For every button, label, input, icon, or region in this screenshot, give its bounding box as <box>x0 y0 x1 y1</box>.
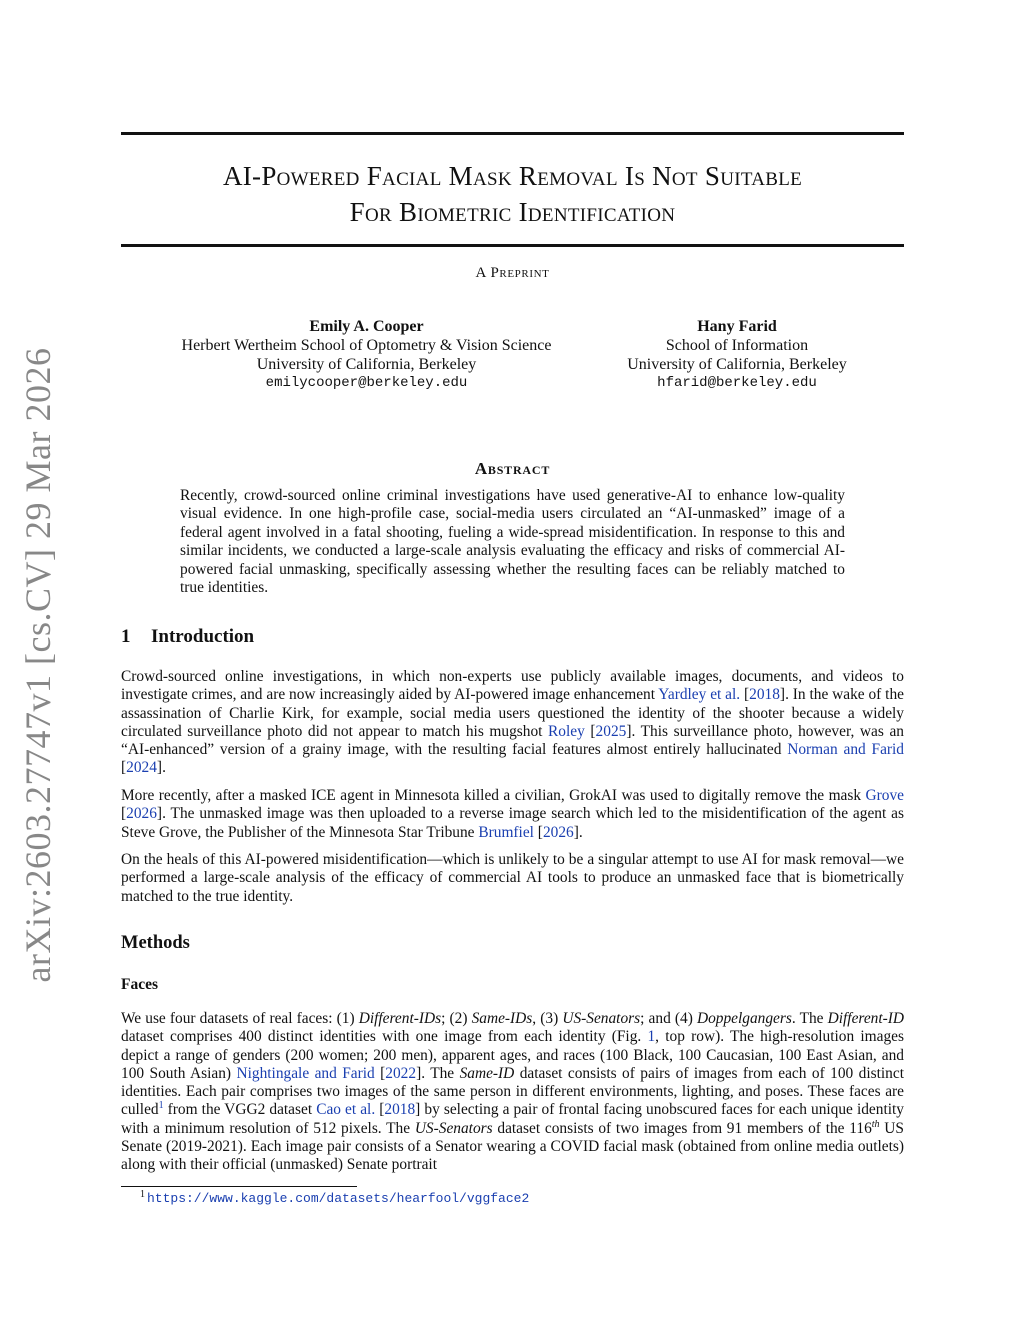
text-run: from the VGG2 dataset <box>163 1101 317 1119</box>
text-run: Crowd-sourced online investigations, in which non-experts use publicly available images, documents, and videos to investigate crimes, and are now increasingly aided by AI-powered image enhancement <box>121 668 904 704</box>
citation-link[interactable]: Norman and Farid <box>787 741 904 759</box>
citation-link[interactable]: Roley <box>548 722 585 740</box>
dataset-name: Different-IDs <box>358 1010 442 1027</box>
dataset-name: Doppelgangers <box>696 1010 792 1027</box>
citation-year[interactable]: 2018 <box>384 1101 416 1119</box>
intro-paragraph-3: On the heals of this AI-powered misidentification—which is unlikely to be a singular attempt to use AI for mask removal—we performed a large-scale analysis of the efficacy of commercial AI tools to produce an unmasked face that is biometrically matched to the true identity. <box>121 851 904 905</box>
author-email[interactable]: emilycooper@berkeley.edu <box>265 375 468 391</box>
title-top-rule <box>121 132 904 135</box>
title-bottom-rule <box>121 244 904 247</box>
text-run: dataset consists of two images from 91 members of the 116 <box>492 1119 872 1137</box>
text-run: . The <box>421 1064 460 1082</box>
text-run: . This surveillance photo, however, was an “AI-enhanced” version of a grainy image, with the resulting facial features almost entirely hallucinated <box>121 722 904 759</box>
citation-year[interactable]: 2025 <box>595 722 627 740</box>
author-institution: University of California, Berkeley <box>256 356 477 373</box>
figure-ref-link[interactable]: 1 <box>647 1028 656 1046</box>
abstract-text: Recently, crowd-sourced online criminal investigations have used generative-AI to enhance low-quality visual evidence. In one high-profile case, social-media users circulated an “AI-unmasked” image of a federal agent involved in a fatal shooting, fueling a wide-spread misidentification. In response to this and similar incidents, we conducted a large-scale analysis evaluating the efficacy and risks of commercial AI-powered facial unmasking, specifically assessing whether the resulting faces can be reliably matched to true identities. <box>180 487 845 597</box>
superscript-th: th <box>871 1118 880 1130</box>
citation-year[interactable]: 2018 <box>749 686 780 704</box>
footnote <box>140 1188 530 1206</box>
section-introduction-heading <box>121 626 254 648</box>
text-run: We use four datasets of real faces: (1) <box>121 1010 359 1027</box>
arxiv-id-text[interactable]: arXiv:2603.27747v1 [cs.CV] 29 Mar 2026 <box>18 347 58 983</box>
subsection-faces-heading: Faces <box>121 976 159 993</box>
text-run: ; and (4) <box>640 1010 697 1027</box>
citation-link[interactable]: Cao et al. <box>316 1101 376 1119</box>
dataset-name: Different-ID <box>827 1010 904 1027</box>
text-run: , top row). The high-resolution images depict a range of genders (200 women; 200 men), apparent ages, and races (100 Black, 100 Caucasian, 100 East Asian, and 100 South Asian) <box>121 1028 904 1082</box>
dataset-name: US-Senators <box>562 1010 641 1027</box>
author-name: Emily A. Cooper <box>309 318 424 335</box>
section-methods-heading: Methods <box>121 933 190 953</box>
intro-paragraph-2: More recently, after a masked ICE agent in Minnesota killed a civilian, GrokAI was used to digitally remove the mask Grove [2026]. The unmasked image was then uploaded to a reverse image search which led to the misidentification of the agent as Steve Grove, the Publisher of the Minnesota Star Tribune Brumfiel [2026]. <box>121 787 904 841</box>
author-email[interactable]: hfarid@berkeley.edu <box>657 375 817 391</box>
citation-link[interactable]: Yardley et al. <box>658 686 741 704</box>
citation-year[interactable]: 2022 <box>385 1064 417 1082</box>
text-run: . The <box>791 1010 828 1027</box>
text-run: , (3) <box>532 1010 563 1027</box>
author-affiliation: School of Information <box>665 337 809 354</box>
text-run: ; (2) <box>441 1010 472 1027</box>
text-run: dataset consists of pairs of images from each of 100 distinct identities. Each pair comprises two images of the same person in different environments, lighting, and poses. These faces are culled <box>121 1064 904 1119</box>
text-run: . The unmasked image was then uploaded to a reverse image search which led to the misidentification of the agent as Steve Grove, the Publisher of the Minnesota Star Tribune <box>121 805 904 841</box>
dataset-name: Same-ID <box>459 1064 515 1082</box>
preprint-label: A Preprint <box>475 265 550 281</box>
intro-paragraph-1: Crowd-sourced online investigations, in which non-experts use publicly available images, documents, and videos to investigate crimes, and are now increasingly aided by AI-powered image enhancement Yardley et al. [2018]. In the wake of the assassination of Charlie Kirk, for example, social media users questioned the identity of the shooter because a widely circulated surveillance photo did not appear to match his mugshot Roley [2025]. This surveillance photo, however, was an “AI-enhanced” version of a grainy image, with the resulting facial features almost entirely hallucinated Norman and Farid [2024]. <box>121 668 904 777</box>
footnote-number: 1 <box>140 1188 145 1200</box>
text-run: . <box>162 759 166 777</box>
citation-year[interactable]: 2026 <box>542 823 574 841</box>
author-block-cooper <box>160 317 573 393</box>
author-name: Hany Farid <box>697 318 777 335</box>
text-run: US Senate (2019-2021). Each image pair consists of a Senator wearing a COVID facial mask (obtained from online media outlets) along with their official (unmasked) Senate portrait <box>121 1119 904 1174</box>
dataset-name: Same-IDs <box>471 1010 533 1027</box>
dataset-name: US-Senators <box>414 1119 493 1137</box>
footnote-url-link[interactable]: https://www.kaggle.com/datasets/hearfool/vggface2 <box>147 1191 530 1206</box>
citation-link[interactable]: Brumfiel <box>478 823 534 841</box>
author-institution: University of California, Berkeley <box>627 356 847 373</box>
text-run: by selecting a pair of frontal facing unobscured faces for each unique identity with a minimum resolution of 512 pixels. The <box>121 1101 904 1137</box>
text-run: More recently, after a masked ICE agent in Minnesota killed a civilian, GrokAI was used to digitally remove the mask <box>121 787 866 804</box>
footnote-marker-link[interactable]: 1 <box>158 1100 164 1112</box>
citation-year[interactable]: 2024 <box>126 759 157 777</box>
section-number: 1 <box>121 626 131 647</box>
text-run: dataset comprises 400 distinct identities with one image from each identity (Fig. <box>121 1028 648 1046</box>
author-block-farid <box>612 317 862 393</box>
citation-link[interactable]: Nightingale and Farid <box>236 1064 375 1082</box>
methods-paragraph-1: We use four datasets of real faces: (1) Different-IDs; (2) Same-IDs, (3) US-Senators; and (4) Doppelgangers. The Different-ID dataset comprises 400 distinct identities with one image from each identity (Fig. 1, top row). The high-resolution images depict a range of genders (200 women; 200 men), apparent ages, and races (100 Black, 100 Caucasian, 100 East Asian, and 100 South Asian) Nightingale and Farid [2022]. The Same-ID dataset consists of pairs of images from each of 100 distinct identities. Each pair comprises two images of the same person in different environments, lighting, and poses. These faces are culled$^1$ from the VGG2 dataset Cao et al. [2018] by selecting a pair of frontal facing unobscured faces for each unique identity with a minimum resolution of 512 pixels. The US-Senators dataset consists of two images from 91 members of the 116th US Senate (2019-2021). Each image pair consists of a Senator wearing a COVID facial mask (obtained from online media outlets) along with their official (unmasked) Senate portrait <box>121 1010 904 1174</box>
title-line-1: AI-Powered Facial Mask Removal Is Not Suitable <box>222 161 803 191</box>
text-run: . <box>578 823 583 841</box>
footnote-rule <box>121 1186 357 1187</box>
abstract-heading: Abstract <box>474 459 551 478</box>
citation-year[interactable]: 2026 <box>126 805 157 823</box>
text-run: . In the wake of the assassination of Charlie Kirk, for example, social media users questioned the identity of the shooter because a widely circulated surveillance photo did not appear to match his mugshot <box>121 686 904 740</box>
section-title: Introduction <box>151 626 255 647</box>
title-line-2: For Biometric Identification <box>349 197 676 227</box>
paper-title <box>121 158 904 230</box>
author-affiliation: Herbert Wertheim School of Optometry & Vision Science <box>181 337 552 354</box>
citation-link[interactable]: Grove <box>865 787 904 804</box>
